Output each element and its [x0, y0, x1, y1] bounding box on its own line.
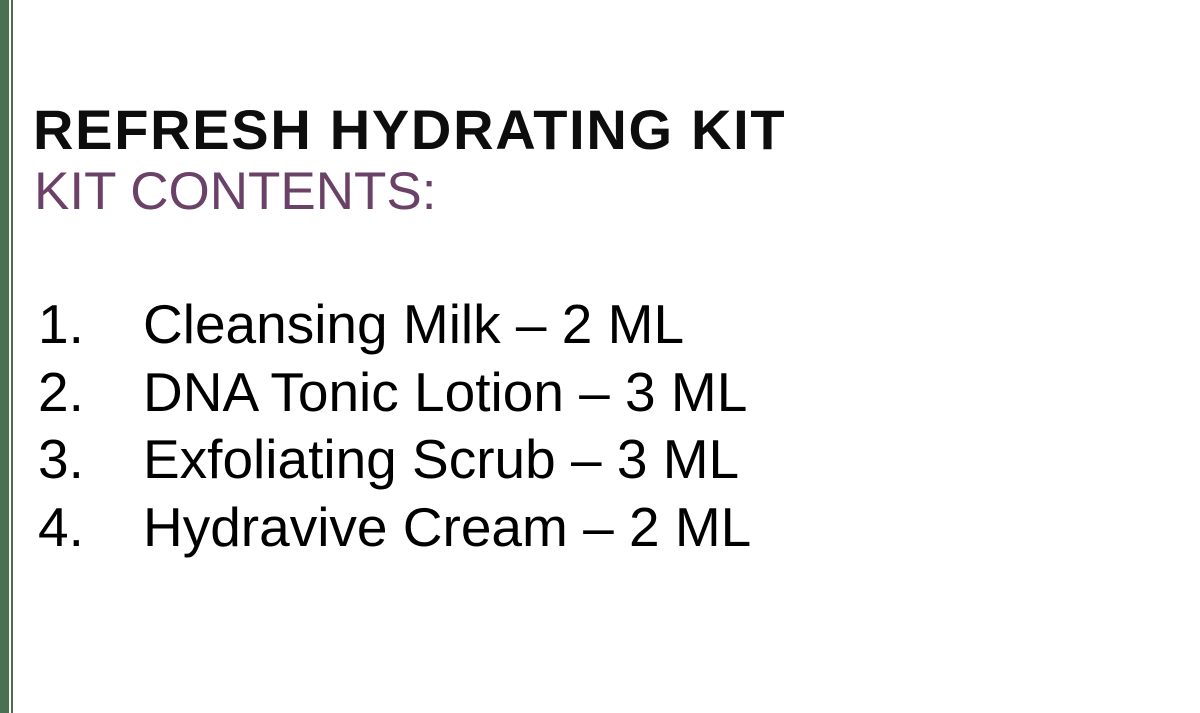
item-text: Exfoliating Scrub – 3 ML — [143, 428, 740, 491]
left-accent-line — [11, 0, 13, 713]
item-number: 3. — [38, 428, 84, 491]
kit-contents-heading: KIT CONTENTS: — [34, 162, 437, 221]
item-text: Hydravive Cream – 2 ML — [143, 496, 752, 559]
contents-list — [38, 290, 751, 561]
list-item — [38, 425, 751, 493]
list-item — [38, 290, 751, 358]
item-text: Cleansing Milk – 2 ML — [143, 293, 685, 355]
list-item — [38, 358, 751, 426]
page-title: REFRESH HYDRATING KIT — [33, 98, 787, 161]
list-item — [38, 493, 751, 561]
item-text: DNA Tonic Lotion – 3 ML — [143, 360, 748, 423]
item-number: 1. — [38, 293, 84, 355]
item-number: 4. — [38, 496, 84, 559]
left-accent-bar — [0, 0, 9, 713]
item-number: 2. — [38, 360, 84, 423]
